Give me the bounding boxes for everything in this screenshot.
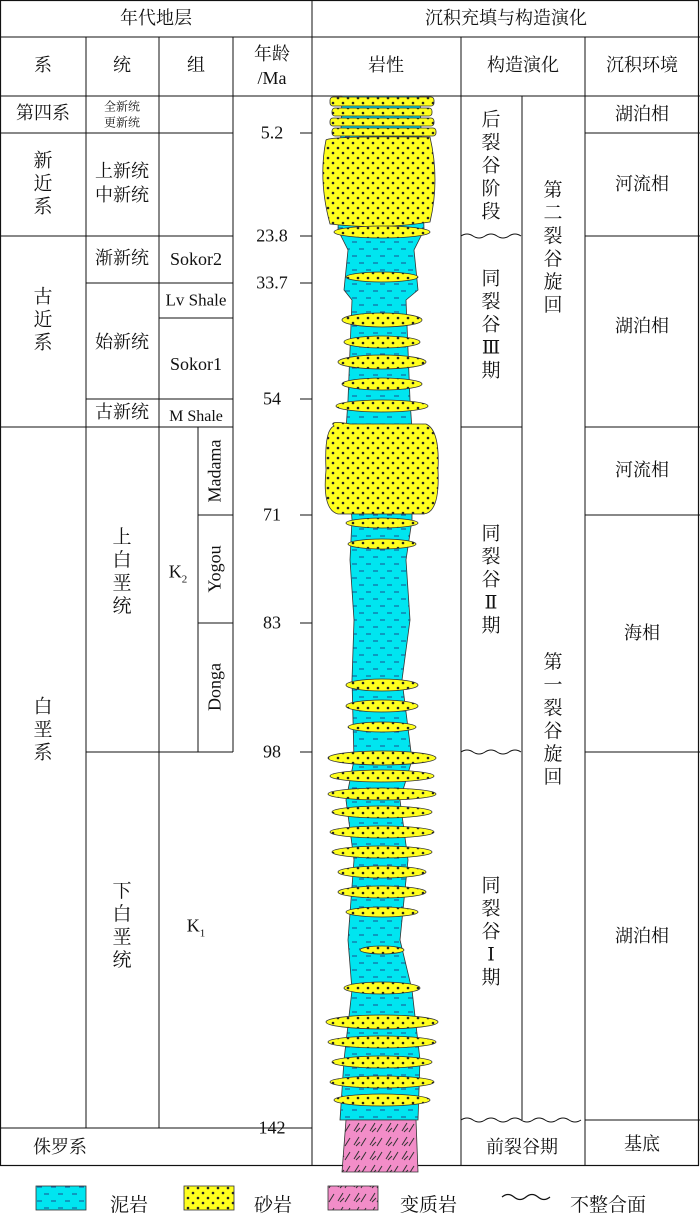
series-pleistocene: 更新统: [103, 115, 141, 130]
sandstone-bed: [330, 1076, 434, 1088]
system-paleogene: 古近系: [33, 285, 53, 354]
sandstone-bed: [334, 1094, 430, 1106]
series-oligocene: 渐新统: [95, 248, 149, 269]
metamorphic-basement: [342, 1120, 418, 1172]
age-label: 98: [263, 741, 281, 762]
environment-marine: 海相: [624, 623, 660, 644]
age-label: 23.8: [256, 225, 288, 246]
formation-m-shale: M Shale: [169, 408, 223, 425]
sandstone-bed: [332, 1056, 432, 1068]
age-label: 142: [258, 1117, 286, 1138]
age-label: 71: [263, 504, 281, 525]
formation-madama: Madama: [204, 439, 225, 503]
sandstone-bed: [344, 982, 420, 994]
sandstone-bed: [338, 355, 426, 369]
header-fill: 沉积充填与构造演化: [425, 8, 587, 29]
tectonic-post-rift: 后裂谷阶段: [481, 108, 501, 223]
series-holocene: 全新统: [103, 99, 141, 114]
legend-metamorphic-label: 变质岩: [400, 1194, 458, 1216]
mudstone-trunk: [338, 96, 424, 1120]
col-tectonic: 构造演化: [487, 55, 559, 76]
formation-k2: $K_2$: [168, 561, 188, 586]
sandstone-bed: [346, 700, 418, 712]
sandstone-bed: [330, 770, 434, 782]
series-lower-cretaceous: 下白垩统: [112, 880, 132, 971]
sandstone-bed: [328, 788, 436, 800]
sandstone-bed: [332, 108, 432, 116]
system-quaternary: 第四系: [16, 103, 70, 124]
sandstone-bed: [330, 118, 434, 126]
legend-sandstone-swatch: [184, 1186, 234, 1210]
sandstone-bed: [348, 722, 416, 732]
sandstone-bed: [332, 846, 432, 858]
sandstone-bed: [325, 422, 438, 514]
sandstone-bed: [326, 1015, 438, 1029]
age-label: 33.7: [256, 272, 288, 293]
tectonic-syn-rift-1: 同裂谷Ⅰ期: [481, 874, 501, 989]
series-paleocene: 古新统: [95, 402, 149, 423]
header-strat: 年代地层: [120, 8, 192, 29]
legend-unconformity-symbol: [502, 1195, 550, 1200]
sandstone-bed: [342, 313, 422, 327]
formation-sokor2: Sokor2: [169, 249, 223, 269]
system-cretaceous: 白垩系: [33, 695, 53, 764]
formation-yogou: Yogou: [204, 545, 225, 593]
rift-cycle-second: 第二裂谷旋回: [543, 179, 563, 316]
series-upper-cretaceous: 上白垩统: [112, 526, 132, 617]
sandstone-bed: [346, 518, 418, 528]
sandstone-bed: [342, 378, 422, 390]
series-pliocene: 上新统: [95, 161, 149, 182]
legend-mudstone-label: 泥岩: [110, 1194, 149, 1216]
series-miocene: 中新统: [95, 185, 149, 206]
lithology-column: [323, 96, 438, 1172]
col-lithology: 岩性: [368, 55, 404, 76]
sandstone-bed: [330, 97, 434, 106]
col-series: 统: [113, 55, 131, 76]
sandstone-bed: [338, 886, 426, 898]
environment-basement: 基底: [624, 1134, 660, 1155]
sandstone-bed: [338, 866, 426, 878]
formation-donga: Donga: [204, 663, 225, 711]
sandstone-bed: [336, 400, 428, 412]
sandstone-bed: [332, 128, 436, 136]
sandstone-bed: [348, 539, 416, 549]
series-eocene: 始新统: [95, 332, 149, 353]
sandstone-bed: [328, 1036, 436, 1048]
age-label: 54: [263, 388, 281, 409]
environment-fluvial: 河流相: [615, 460, 669, 481]
sandstone-bed: [346, 679, 418, 691]
system-jurassic: 侏罗系: [33, 1137, 87, 1158]
age-label: 83: [263, 612, 281, 633]
sandstone-bed: [344, 336, 420, 348]
sandstone-bed: [323, 137, 435, 227]
col-environment: 沉积环境: [606, 55, 678, 76]
formation-lv-shale: Lv Shale: [165, 290, 227, 310]
legend-sandstone-label: 砂岩: [254, 1194, 293, 1216]
rift-cycle-first: 第一裂谷旋回: [543, 651, 563, 788]
environment-lacustrine: 湖泊相: [615, 926, 669, 947]
environment-lacustrine: 湖泊相: [615, 104, 669, 125]
environment-fluvial: 河流相: [615, 174, 669, 195]
tectonic-syn-rift-3: 同裂谷Ⅲ期: [481, 267, 501, 382]
legend-mudstone-swatch: [36, 1186, 86, 1210]
legend-metamorphic-swatch: [328, 1186, 378, 1210]
sandstone-bed: [346, 907, 418, 917]
col-age-1: 年龄: [254, 44, 290, 65]
sandstone-bed: [346, 272, 418, 282]
sandstone-bed: [328, 751, 436, 765]
col-formation: 组: [187, 55, 205, 76]
age-label: 5.2: [260, 122, 284, 143]
environment-lacustrine: 湖泊相: [615, 316, 669, 337]
sandstone-bed: [334, 226, 430, 238]
tectonic-pre-rift: 前裂谷期: [486, 1137, 558, 1158]
sandstone-bed: [360, 946, 404, 954]
col-system: 系: [34, 55, 52, 76]
formation-sokor1: Sokor1: [169, 354, 223, 374]
formation-k1: $K_1$: [186, 915, 206, 940]
sandstone-bed: [330, 826, 434, 838]
sandstone-bed: [332, 806, 432, 818]
system-neogene: 新近系: [33, 149, 53, 218]
legend-unconformity-label: 不整合面: [570, 1194, 647, 1216]
col-age-2: /Ma: [257, 68, 287, 88]
tectonic-syn-rift-2: 同裂谷Ⅱ期: [481, 522, 501, 637]
